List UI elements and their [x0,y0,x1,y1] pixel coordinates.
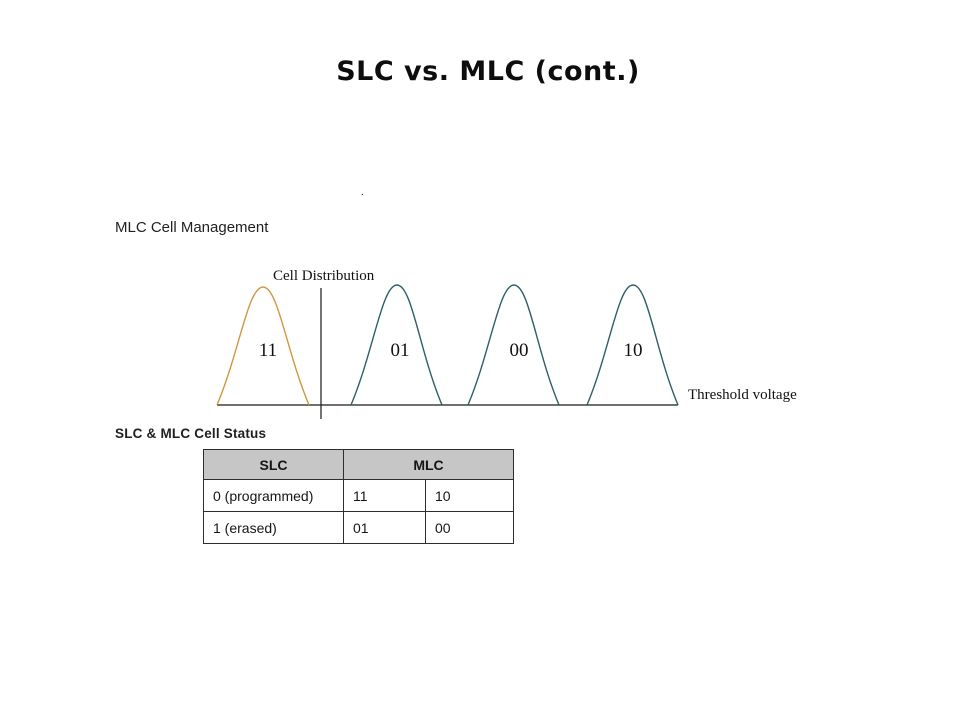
table-row [204,512,514,544]
x-axis-label: Threshold voltage [688,387,797,403]
stray-period-mark: . [361,186,364,198]
curve-label-00: 00 [509,340,529,361]
cell-mlc-11: 11 [344,480,426,512]
curve-label-01: 01 [390,340,410,361]
table-row [204,480,514,512]
header-cell-mlc: MLC [344,450,514,480]
cell-mlc-01: 01 [344,512,426,544]
cell-slc-erased: 1 (erased) [204,512,344,544]
table-header-row [204,450,514,480]
cell-status-heading: SLC & MLC Cell Status [115,426,267,441]
slide-title: SLC vs. MLC (cont.) [336,56,640,87]
cell-mlc-10: 10 [426,480,514,512]
cell-slc-programmed: 0 (programmed) [204,480,344,512]
curve-label-10: 10 [623,340,643,361]
curve-label-11: 11 [258,340,278,361]
cell-mlc-00: 00 [426,512,514,544]
mlc-cell-management-heading: MLC Cell Management [115,219,269,236]
slc-mlc-status-table [203,449,514,544]
header-cell-slc: SLC [204,450,344,480]
diagram-title: Cell Distribution [273,268,375,284]
